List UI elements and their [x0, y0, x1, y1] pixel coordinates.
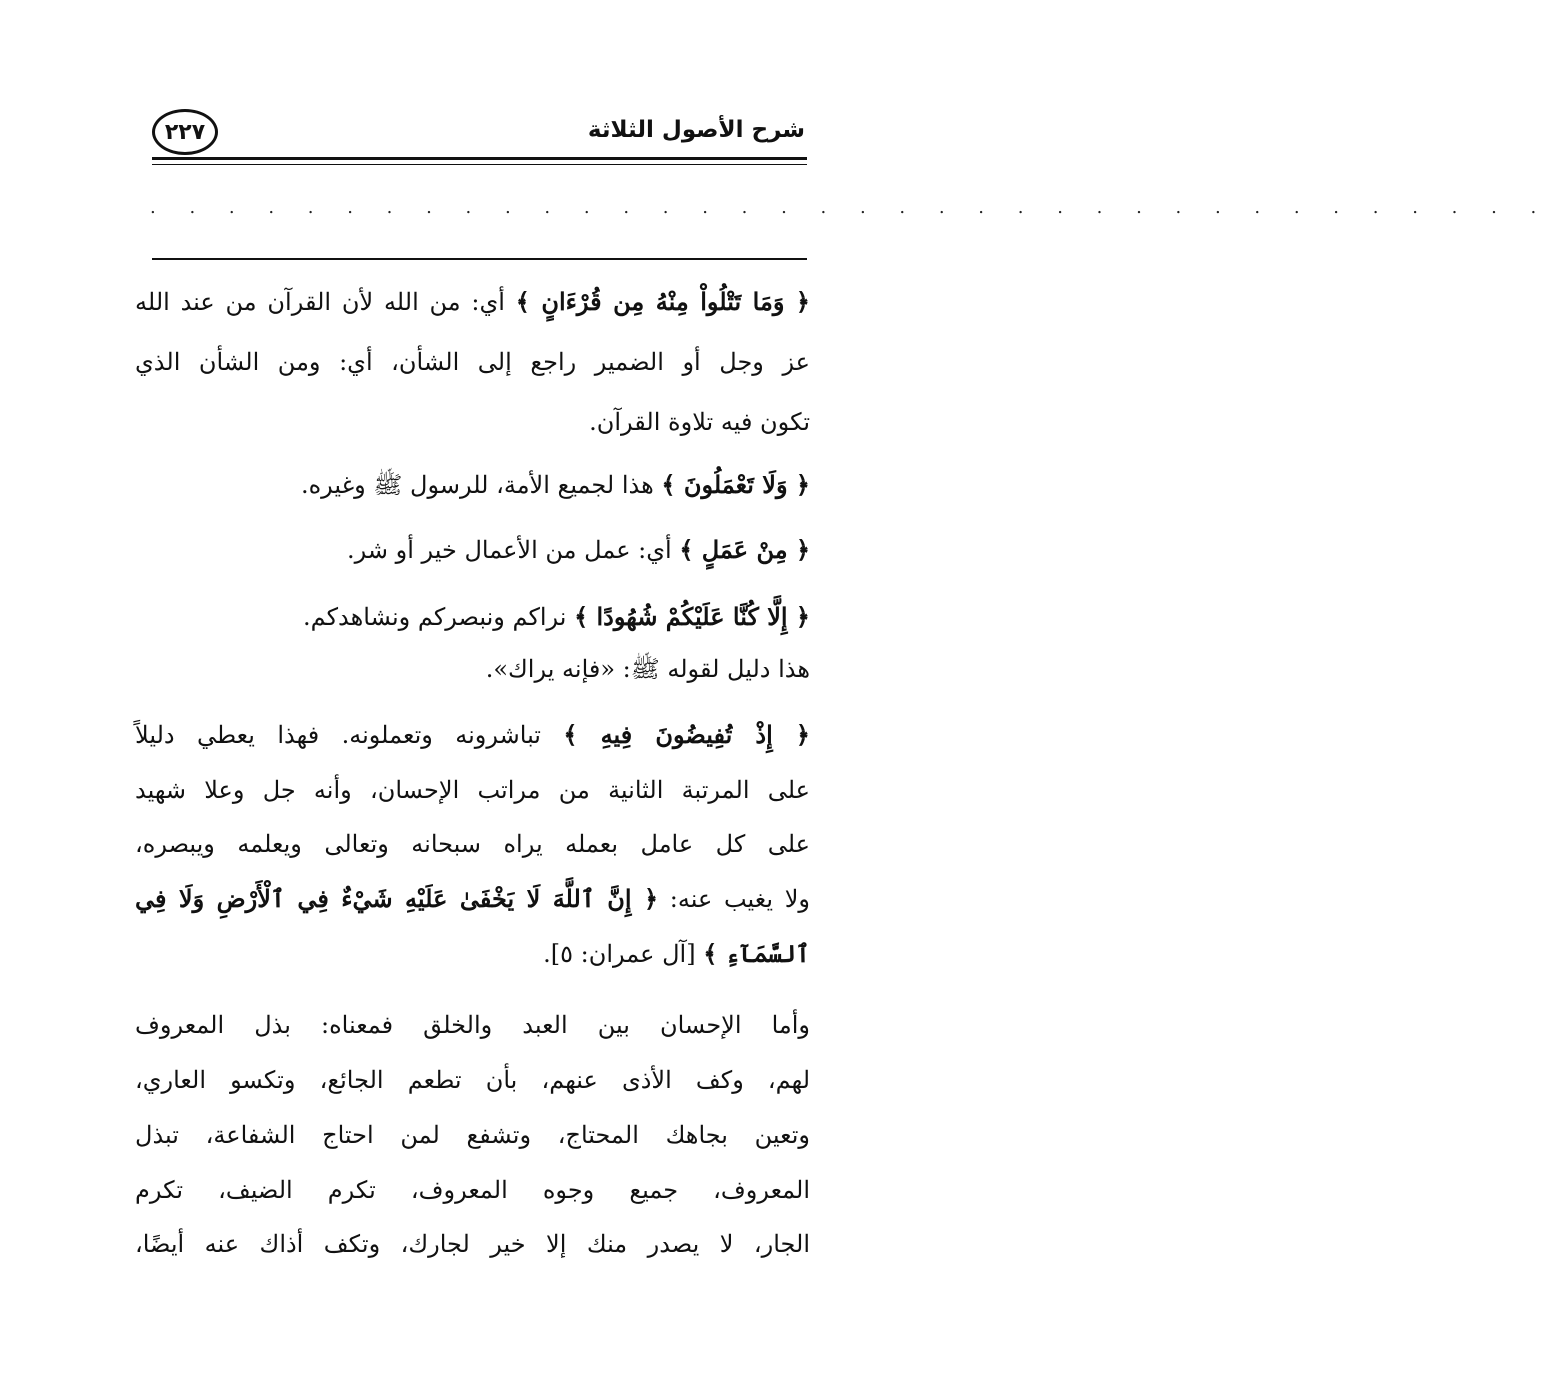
text-span: ولا يغيب عنه: — [658, 885, 810, 913]
text-span: نراكم ونبصركم ونشاهدكم. — [302, 603, 575, 631]
quran-quote: ﴿ مِنْ عَمَلٍ ﴾ — [679, 535, 810, 564]
quran-quote: ﴿ إِذْ تُفِيضُونَ فِيهِ ﴾ — [563, 720, 810, 749]
elided-text-dots: . . . . . . . . . . . . . . . . . . . . . . . . . . . . . . . . . . . . — [150, 197, 1550, 218]
text-span: [آل عمران: ٥]. — [543, 940, 704, 968]
text-line — [135, 654, 810, 684]
text-line — [135, 407, 810, 437]
text-span: على المرتبة الثانية من مراتب الإحسان، وأنه جل وعلا شهيد — [135, 776, 810, 804]
text-span: أي: من الله لأن القرآن من عند الله — [135, 288, 516, 316]
header-rule-thin — [152, 164, 807, 165]
text-span: وأما الإحسان بين العبد والخلق فمعناه: بذل المعروف — [135, 1011, 810, 1039]
text-line — [135, 720, 810, 750]
text-line — [135, 287, 810, 317]
text-line — [135, 535, 810, 565]
text-separator — [152, 258, 807, 260]
text-line — [135, 829, 810, 859]
text-span: لهم، وكف الأذى عنهم، بأن تطعم الجائع، وتكسو العاري، — [135, 1066, 810, 1094]
text-line — [135, 939, 810, 969]
page-number-badge — [152, 109, 218, 155]
text-span: هذا دليل لقوله ﷺ: «فإنه يراك». — [485, 655, 810, 683]
text-line — [135, 602, 810, 632]
text-line — [135, 470, 810, 500]
text-line — [135, 884, 810, 914]
quran-quote: ﴿ إِنَّ ٱللَّهَ لَا يَخْفَىٰ عَلَيْهِ شَيْءٌ فِي ٱلْأَرْضِ وَلَا فِي — [135, 884, 659, 913]
text-line — [135, 347, 810, 377]
text-span: عز وجل أو الضمير راجع إلى الشأن، أي: ومن الشأن الذي — [135, 348, 811, 376]
quran-quote: ﴿ وَلَا تَعْمَلُونَ ﴾ — [661, 470, 810, 499]
book-title: شرح الأصول الثلاثة — [587, 117, 805, 143]
text-line — [135, 1175, 810, 1205]
text-span: المعروف، جميع وجوه المعروف، تكرم الضيف، تكرم — [135, 1176, 810, 1204]
text-span: هذا لجميع الأمة، للرسول ﷺ وغيره. — [300, 471, 662, 499]
text-line — [135, 1065, 810, 1095]
text-line — [135, 1010, 810, 1040]
text-span: الجار، لا يصدر منك إلا خير لجارك، وتكف أذاك عنه أيضًا، — [135, 1230, 810, 1258]
header-rule-thick — [152, 157, 807, 160]
text-span: تكون فيه تلاوة القرآن. — [589, 408, 810, 436]
text-span: أي: عمل من الأعمال خير أو شر. — [347, 536, 680, 564]
text-line — [135, 775, 810, 805]
quran-quote: ﴿ إِلَّا كُنَّا عَلَيْكُمْ شُهُودًا ﴾ — [574, 602, 810, 631]
text-line — [135, 1120, 810, 1150]
text-span: تباشرونه وتعملونه. فهذا يعطي دليلاً — [135, 721, 564, 749]
text-line — [135, 1229, 810, 1259]
page-number: ٢٢٧ — [164, 119, 206, 145]
quran-quote: ٱلسَّمَآءِ ﴾ — [703, 939, 810, 968]
text-span: على كل عامل بعمله يراه سبحانه وتعالى ويعلمه ويبصره، — [135, 830, 810, 858]
quran-quote: ﴿ وَمَا تَتْلُواْ مِنْهُ مِن قُرْءَانٍ ﴾ — [515, 287, 810, 316]
text-span: وتعين بجاهك المحتاج، وتشفع لمن احتاج الشفاعة، تبذل — [135, 1121, 810, 1149]
